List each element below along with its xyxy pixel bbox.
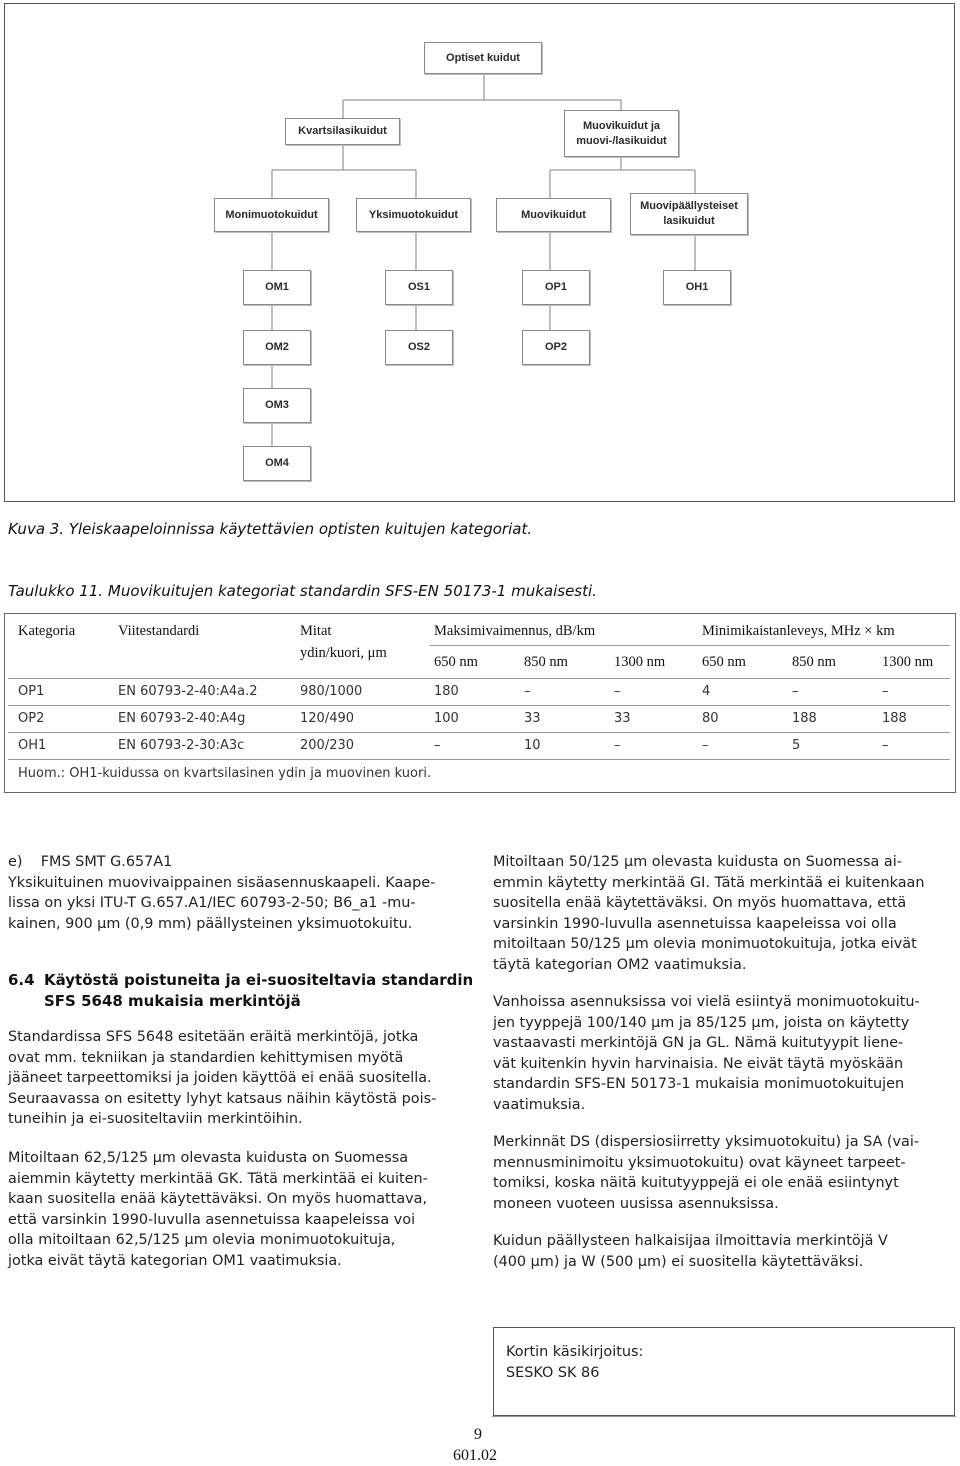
node-plastic-group — [564, 110, 679, 157]
wavelength-header: 850 nm — [792, 654, 836, 670]
table-cell: 80 — [702, 711, 719, 726]
node-optical-fibers — [424, 42, 542, 74]
node-label: OM2 — [265, 341, 289, 353]
node-label: OS2 — [407, 341, 430, 353]
table-cell: 33 — [524, 711, 541, 726]
text-line: tomiksi, koska näitä kuitutyyppejä ei ole enää esiintynyt — [493, 1175, 899, 1192]
text-line: standardin SFS-EN 50173-1 mukaisia monimuotokuitujen — [493, 1076, 905, 1093]
text-line: että varsinkin 1990-luvulla asennetuissa kaapeleissa voi — [8, 1211, 416, 1228]
item-e — [8, 852, 470, 934]
text-line: suositella enää käytettäväksi. On myös huomattava, että — [493, 895, 907, 912]
author-info-box — [493, 1327, 955, 1416]
table-cell: 188 — [882, 711, 907, 726]
left-paragraph-1 — [8, 1027, 470, 1130]
text-line: jotka eivät täytä kategorian OM1 vaatimuksia. — [8, 1252, 342, 1269]
node-label: Kvartsilasikuidut — [298, 125, 387, 137]
text-line: Yksikuituinen muovivaippainen sisäasennuskaapeli. Kaape- — [8, 874, 436, 891]
text-line: mennusminimoitu yksimuotokuitu) ovat käyneet tarpeet- — [493, 1154, 906, 1171]
node-singlemode — [356, 198, 471, 232]
tree-connectors — [0, 0, 960, 510]
table-note: Huom.: OH1-kuidussa on kvartsilasinen ydin ja muovinen kuori. — [18, 766, 432, 781]
left-paragraph-2 — [8, 1148, 470, 1272]
table-cell: 100 — [434, 711, 459, 726]
node-os2 — [385, 330, 453, 365]
table-cell: EN 60793-2-40:A4g — [118, 711, 246, 726]
node-label: OH1 — [685, 281, 709, 293]
wavelength-header: 650 nm — [434, 654, 478, 670]
node-label-line1: Muovikuidut ja — [583, 119, 660, 132]
node-label: Muovikuidut — [521, 208, 586, 221]
document-code: 601.02 — [453, 1447, 497, 1464]
node-op1 — [522, 270, 590, 305]
text-line: varsinkin 1990-luvulla asennetuissa kaapeleissa voi olla — [493, 915, 897, 932]
table-cell: 180 — [434, 684, 459, 699]
text-line: vät kuitenkin hyvin harvinaisia. Ne eivät täytä myöskään — [493, 1055, 904, 1072]
text-line: kainen, 900 µm (0,9 mm) päällysteinen yksimuotokuitu. — [8, 915, 413, 932]
text-line: tuneihin ja ei-suositeltaviin merkintöihin. — [8, 1111, 303, 1128]
item-e-title-line — [8, 852, 470, 873]
node-label: OP1 — [544, 281, 567, 293]
node-label-line2: lasikuidut — [663, 215, 715, 227]
node-label-line1: Muovipäällysteiset — [640, 200, 738, 212]
node-label: Optiset kuidut — [446, 51, 520, 64]
wavelength-header: 1300 nm — [882, 654, 934, 670]
node-oh1 — [663, 270, 731, 305]
node-label: OM4 — [265, 457, 289, 469]
node-label: Yksimuotokuidut — [368, 208, 459, 221]
table-cell: EN 60793-2-30:A3c — [118, 738, 245, 753]
node-label: Monimuotokuidut — [225, 208, 318, 221]
node-plastic — [496, 198, 611, 232]
node-label-line2: muovi-/lasikuidut — [576, 134, 667, 147]
row-rule — [8, 759, 950, 760]
node-quartz-fibers — [285, 118, 400, 145]
text-line: Mitoiltaan 62,5/125 µm olevasta kuidusta on Suomessa — [8, 1150, 409, 1166]
table-cell: – — [792, 684, 799, 699]
table-cell: 188 — [792, 711, 817, 726]
footer-rule — [492, 1416, 956, 1417]
text-line: täytä kategorian OM2 vaatimuksia. — [493, 956, 747, 973]
col-header-bandwidth: Minimikaistanleveys, MHz × km — [702, 623, 895, 639]
header-subrule — [430, 645, 950, 646]
col-header-attenuation: Maksimivaimennus, dB/km — [434, 623, 596, 639]
table-caption: Taulukko 11. Muovikuitujen kategoriat standardin SFS-EN 50173-1 mukaisesti. — [8, 582, 597, 600]
node-label: OS1 — [407, 281, 430, 293]
right-paragraph-1 — [493, 852, 955, 976]
heading-text: SFS 5648 mukaisia merkintöjä — [44, 992, 301, 1010]
wavelength-header: 650 nm — [702, 654, 746, 670]
table-cell: 10 — [524, 738, 541, 753]
author-value: SESKO SK 86 — [506, 1364, 600, 1381]
header-rule — [8, 678, 950, 679]
author-label: Kortin käsikirjoitus: — [506, 1344, 644, 1360]
table-cell: – — [702, 738, 709, 753]
node-om3 — [243, 388, 311, 423]
text-line: Standardissa SFS 5648 esitetään eräitä merkintöjä, jotka — [8, 1029, 419, 1045]
text-line: Seuraavassa on esitetty lyhyt katsaus näihin käytöstä pois- — [8, 1090, 437, 1107]
col-header-category: Kategoria — [18, 623, 76, 639]
node-op2 — [522, 330, 590, 365]
heading-line-1 — [8, 970, 478, 991]
node-om2 — [243, 330, 311, 365]
node-os1 — [385, 270, 453, 305]
right-paragraph-3 — [493, 1132, 955, 1214]
table-cell: – — [882, 738, 889, 753]
node-om1 — [243, 270, 311, 305]
text-line: lissa on yksi ITU-T G.657.A1/IEC 60793-2-50; B6_a1 -mu- — [8, 895, 416, 912]
figure-caption: Kuva 3. Yleiskaapeloinnissa käytettävien optisten kuitujen kategoriat. — [8, 520, 533, 538]
col-header-dims-1: Mitat — [300, 623, 332, 639]
text-line: moneen vuoteen uusissa asennuksissa. — [493, 1195, 779, 1212]
text-line: Mitoiltaan 50/125 µm olevasta kuidusta on Suomessa ai- — [493, 854, 902, 870]
table-cell: – — [882, 684, 889, 699]
table-cell: EN 60793-2-40:A4a.2 — [118, 684, 258, 699]
item-title: FMS SMT G.657A1 — [40, 854, 173, 870]
table-cell: – — [614, 738, 621, 753]
text-line: olla mitoiltaan 62,5/125 µm olevia monimuotokuituja, — [8, 1232, 396, 1249]
table-cell: OP1 — [18, 684, 45, 699]
table-cell: 4 — [702, 684, 711, 699]
table-cell: – — [614, 684, 621, 699]
text-line: Kuidun päällysteen halkaisijaa ilmoittavia merkintöjä V — [493, 1233, 888, 1249]
node-label: OM3 — [265, 399, 289, 411]
wavelength-header: 850 nm — [524, 654, 568, 670]
text-line: jen tyyppejä 100/140 µm ja 85/125 µm, joista on käytetty — [493, 1014, 910, 1031]
table-cell: 200/230 — [300, 738, 355, 753]
node-label: OM1 — [265, 281, 289, 293]
text-line: Merkinnät DS (dispersiosiirretty yksimuotokuitu) ja SA (vai- — [493, 1134, 920, 1150]
node-multimode — [214, 198, 329, 232]
text-line: Vanhoissa asennuksissa voi vielä esiintyä monimuotokuitu- — [493, 994, 920, 1010]
text-line: aiemmin käytetty merkintää GK. Tätä merkintää ei kuiten- — [8, 1170, 428, 1187]
text-line: (400 µm) ja W (500 µm) ei suositella käytettäväksi. — [493, 1253, 864, 1270]
table-cell: – — [434, 738, 441, 753]
node-label: OP2 — [544, 341, 567, 353]
text-line: vaatimuksia. — [493, 1096, 586, 1113]
node-coated-glass — [630, 193, 748, 235]
col-header-dims-2: ydin/kuori, μm — [300, 645, 387, 661]
page-number: 9 — [474, 1426, 482, 1443]
text-line: jääneet tarpeettomiksi ja joiden käyttöä ei enää suositella. — [8, 1070, 432, 1087]
table-cell: 120/490 — [300, 711, 355, 726]
table-cell: – — [524, 684, 531, 699]
table-cell: OP2 — [18, 711, 45, 726]
text-line: vastaavasti merkintöjä GN ja GL. Nämä kuitutyypit liene- — [493, 1035, 904, 1052]
item-label: e) — [8, 854, 23, 870]
right-paragraph-2 — [493, 992, 955, 1116]
table-cell: 980/1000 — [300, 684, 363, 699]
text-line: kaan suositella enää käytettäväksi. On myös huomattava, — [8, 1191, 428, 1208]
text-line: emmin käytetty merkintää GI. Tätä merkintää ei kuitenkaan — [493, 874, 925, 891]
table-cell: 5 — [792, 738, 801, 753]
section-number: 6.4 — [8, 971, 35, 989]
row-rule — [8, 705, 950, 706]
author-info-text — [506, 1342, 936, 1383]
section-heading — [8, 970, 478, 1012]
col-header-standard: Viitestandardi — [118, 623, 200, 639]
node-om4 — [243, 446, 311, 481]
heading-line-2 — [8, 991, 478, 1012]
right-paragraph-4 — [493, 1231, 955, 1272]
text-line: mitoiltaan 50/125 µm olevia monimuotokuituja, jotka eivät — [493, 936, 917, 953]
text-line: ovat mm. tekniikan ja standardien kehittymisen myötä — [8, 1049, 404, 1066]
table-cell: OH1 — [18, 738, 47, 753]
table-cell: 33 — [614, 711, 631, 726]
row-rule — [8, 732, 950, 733]
wavelength-header: 1300 nm — [614, 654, 666, 670]
heading-text: Käytöstä poistuneita ja ei-suositeltavia standardin — [44, 971, 474, 989]
